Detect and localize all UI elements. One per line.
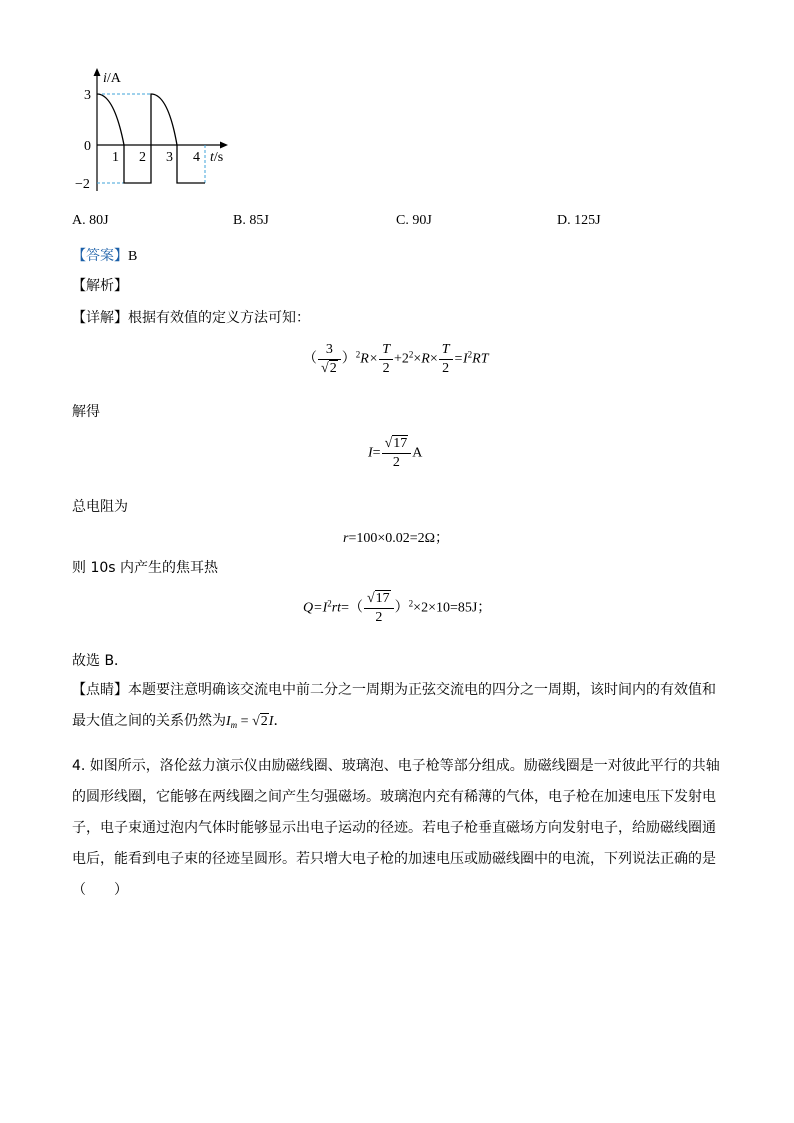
answer-value: B	[128, 249, 138, 264]
option-b: B. 85J	[233, 213, 269, 228]
question-4-line-4: 电后，能看到电子束的径迹呈圆形。若只增大电子枪的加速电压或励磁线圈中的电流，下列说法正确的是	[72, 851, 716, 867]
y-axis-arrow	[94, 68, 101, 76]
solve-label: 解得	[72, 404, 100, 420]
comment-block	[72, 675, 722, 741]
total-resistance-label: 总电阻为	[72, 499, 128, 515]
sqrt-symbol: √2	[321, 361, 337, 376]
sqrt-symbol: √17	[366, 591, 390, 606]
y-tick-0: 0	[84, 139, 91, 154]
x-axis-label: t/s	[210, 150, 224, 165]
equation-effective-value: （ $\frac{3}{√2}$ ）$^2$R× $\frac{T}{2}$ $+2^2\times R\times$ $\frac{T}{2}$ $=I^2RT$	[303, 342, 489, 376]
x-tick-2: 2	[139, 150, 146, 165]
current-time-graph	[72, 66, 242, 196]
question-4	[72, 751, 722, 906]
select-line: 故选 B．	[72, 653, 129, 669]
question-4-line-5: （ ）	[72, 882, 128, 898]
x-tick-1: 1	[112, 150, 119, 165]
sqrt-symbol: √2	[252, 714, 268, 729]
detail-text: 根据有效值的定义方法可知：	[128, 310, 310, 326]
answer-line	[72, 245, 137, 265]
option-d: D. 125J	[557, 213, 601, 228]
detail-line	[72, 307, 310, 327]
comment-line-1: 【点睛】本题要注意明确该交流电中前二分之一周期为正弦交流电的四分之一周期，该时间内的有效值和	[72, 682, 716, 698]
sqrt-symbol: √17	[384, 436, 408, 451]
y-axis-label: i/A	[103, 71, 121, 86]
x-axis-arrow	[220, 142, 228, 149]
answer-label: 【答案】	[72, 248, 128, 264]
detail-label: 【详解】	[72, 310, 128, 326]
analysis-label: 【解析】	[72, 278, 128, 294]
question-4-line-2: 的圆形线圈，它能够在两线圈之间产生匀强磁场。玻璃泡内充有稀薄的气体，电子枪在加速电压下发射电	[72, 789, 716, 805]
comment-line-2: 最大值之间的关系仍然为$I_m = √2I$．	[72, 706, 722, 741]
equation-resistance: r=100×0.02=2Ω；	[343, 531, 450, 546]
x-tick-4: 4	[193, 150, 200, 165]
equation-heat: $Q=I^2rt=$（ $\frac{√17}{2}$ ）$^2$×2×10=85J；	[303, 591, 492, 625]
equation-current: I= $\frac{√17}{2}$ A	[368, 436, 423, 470]
current-curve	[97, 94, 205, 183]
y-tick-neg2: −2	[75, 177, 90, 192]
question-4-line-3: 子，电子束通过泡内气体时能够显示出电子运动的径迹。若电子枪垂直磁场方向发射电子，给励磁线圈通	[72, 820, 716, 836]
comment-label: 【点睛】	[72, 682, 128, 698]
question-4-line-1: 4. 如图所示，洛伦兹力演示仪由励磁线圈、玻璃泡、电子枪等部分组成。励磁线圈是一对彼此平行的共轴	[72, 758, 720, 774]
heat-label: 则 10s 内产生的焦耳热	[72, 560, 219, 576]
option-c: C. 90J	[396, 213, 432, 228]
option-a: A. 80J	[72, 213, 109, 228]
x-tick-3: 3	[166, 150, 173, 165]
y-tick-3: 3	[84, 88, 91, 103]
